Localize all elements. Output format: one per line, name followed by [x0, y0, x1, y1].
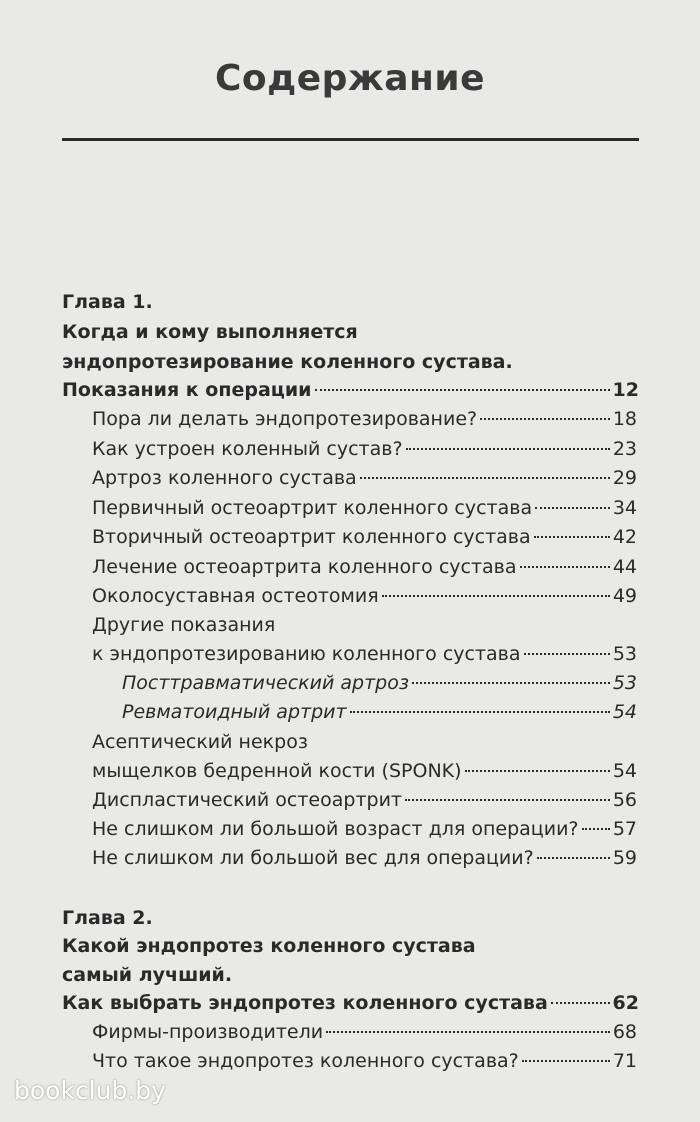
- toc-entry: [92, 553, 637, 581]
- dot-leader: [350, 711, 610, 713]
- dot-leader: [405, 799, 610, 801]
- page-title: Содержание: [214, 58, 486, 99]
- entry-text: мыщелков бедренной кости (SPONK): [92, 760, 462, 782]
- dot-leader: [465, 770, 610, 772]
- toc-entry: [92, 1047, 637, 1075]
- dot-leader: [406, 448, 610, 450]
- dot-leader: [480, 418, 610, 420]
- toc-entry: [92, 1018, 637, 1046]
- toc-entry: [92, 640, 637, 668]
- entry-text: Как устроен коленный сустав?: [92, 438, 403, 460]
- dot-leader: [360, 477, 610, 479]
- entry-text: Фирмы-производители: [92, 1021, 324, 1043]
- watermark: bookclub.by: [14, 1076, 166, 1105]
- entry-text: Околосуставная остеотомия: [92, 585, 379, 607]
- chapter-2-label: Глава 2.: [62, 907, 153, 929]
- toc-entry: [92, 464, 637, 492]
- dot-leader: [522, 1060, 610, 1062]
- entry-text: Что такое эндопротез коленного сустава?: [92, 1050, 519, 1072]
- toc-entry: [92, 844, 637, 872]
- entry-text: Вторичный остеоартрит коленного сустава: [92, 526, 531, 548]
- entry-text: Первичный остеоартрит коленного сустава: [92, 497, 533, 519]
- dot-leader: [534, 536, 610, 538]
- entry-text: Пора ли делать эндопротезирование?: [92, 408, 478, 430]
- toc-entry: [92, 815, 637, 843]
- chapter-1-entry: [62, 376, 639, 404]
- chapter-2-title-line1: Какой эндопротез коленного сустава: [62, 935, 476, 957]
- page-number: 68: [612, 1021, 637, 1043]
- chapter-2-entry: [62, 989, 639, 1017]
- dot-leader: [520, 566, 610, 568]
- toc-entry: [92, 786, 637, 814]
- toc-entry: [92, 757, 637, 785]
- dot-leader: [535, 507, 610, 509]
- entry-text: Посттравматический артроз: [122, 672, 409, 694]
- other-indications-line1: Другие показания: [92, 614, 276, 636]
- page-number: 54: [612, 760, 637, 782]
- dot-leader: [315, 389, 610, 391]
- toc-entry: [92, 494, 637, 522]
- entry-text: Не слишком ли большой возраст для операции?: [92, 818, 579, 840]
- entry-text: Показания к операции: [62, 379, 312, 401]
- entry-text: Лечение остеоартрита коленного сустава: [92, 556, 517, 578]
- page-number: 18: [612, 408, 637, 430]
- page-number: 42: [612, 526, 637, 548]
- chapter-1-title-line2: эндопротезирование коленного сустава.: [62, 351, 513, 373]
- title-rule: [62, 138, 639, 141]
- dot-leader: [412, 682, 610, 684]
- toc-entry: [92, 405, 637, 433]
- dot-leader: [382, 595, 610, 597]
- entry-text: Как выбрать эндопротез коленного сустава: [62, 992, 548, 1014]
- page-number: 44: [612, 556, 637, 578]
- chapter-1-label: Глава 1.: [62, 291, 153, 313]
- toc-subentry: [122, 698, 637, 726]
- dot-leader: [326, 1031, 610, 1033]
- page-number: 59: [612, 847, 637, 869]
- entry-text: Не слишком ли большой вес для операции?: [92, 847, 534, 869]
- toc-entry: [92, 523, 637, 551]
- page-number: 29: [612, 467, 637, 489]
- entry-text: к эндопротезированию коленного сустава: [92, 643, 521, 665]
- page-number: 54: [612, 701, 637, 723]
- entry-text: Ревматоидный артрит: [122, 701, 347, 723]
- dot-leader: [537, 857, 610, 859]
- dot-leader: [524, 653, 610, 655]
- toc-subentry: [122, 669, 637, 697]
- page-number: 56: [612, 789, 637, 811]
- toc-entry: [92, 582, 637, 610]
- page-number: 49: [612, 585, 637, 607]
- page-number: 53: [612, 643, 637, 665]
- chapter-2-title-line2: самый лучший.: [62, 964, 233, 986]
- page-number: 53: [612, 672, 637, 694]
- chapter-1-title-line1: Когда и кому выполняется: [62, 321, 358, 343]
- page-number: 71: [612, 1050, 637, 1072]
- page-number: 34: [612, 497, 637, 519]
- page-number: 12: [612, 379, 639, 401]
- page-number: 62: [612, 992, 639, 1014]
- entry-text: Диспластический остеоартрит: [92, 789, 402, 811]
- toc-entry: [92, 435, 637, 463]
- necrosis-line1: Асептический некроз: [92, 731, 308, 753]
- entry-text: Артроз коленного сустава: [92, 467, 357, 489]
- dot-leader: [551, 1002, 610, 1004]
- dot-leader: [582, 828, 610, 830]
- page-number: 57: [612, 818, 637, 840]
- page-number: 23: [612, 438, 637, 460]
